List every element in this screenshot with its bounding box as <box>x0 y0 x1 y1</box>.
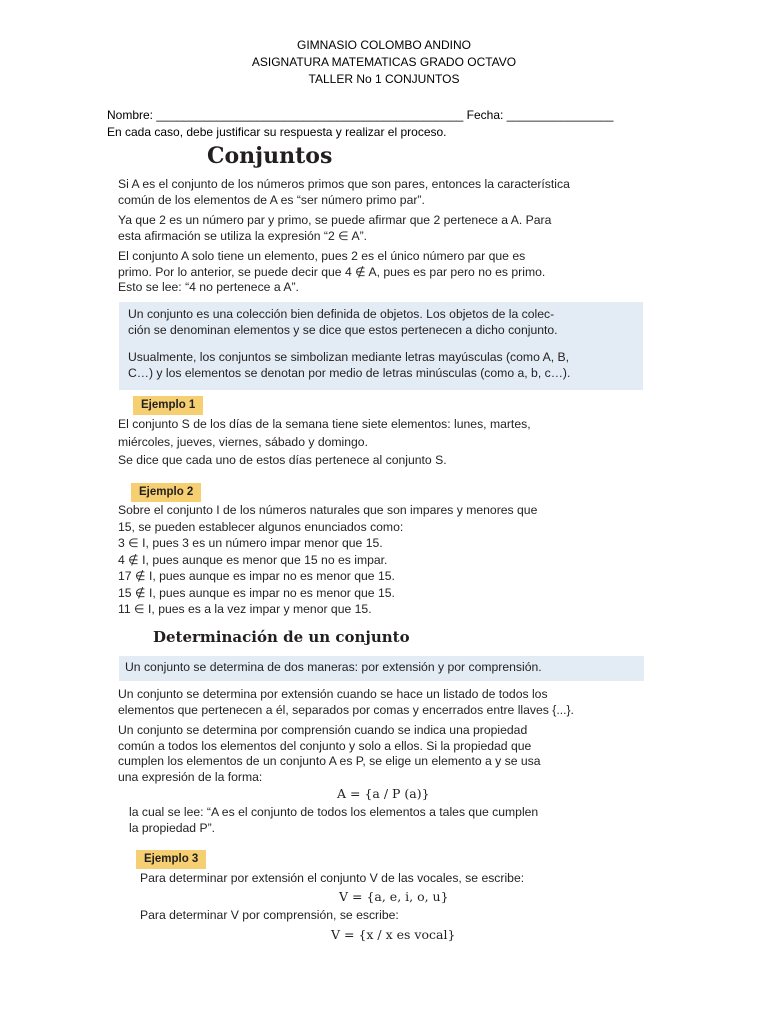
extension-formula: V = {a, e, i, o, u} <box>339 889 449 904</box>
text-line: ción se denominan elementos y se dice que estos pertenecen a dicho conjunto. <box>128 322 558 337</box>
extension-paragraph <box>118 687 646 718</box>
summary-text: Un conjunto se determina de dos maneras: por extensión y por comprensión. <box>125 660 542 674</box>
instruction-text: En cada caso, debe justificar su respuesta y realizar el proceso. <box>107 125 447 139</box>
text-line: Para determinar por extensión el conjunto V de las vocales, se escribe: <box>140 871 525 885</box>
text-line: Un conjunto se determina por comprensión cuando se indica una propiedad <box>118 723 528 737</box>
example-3-line-1 <box>140 871 668 887</box>
example-1-text <box>118 415 646 469</box>
school-name: GIMNASIO COLOMBO ANDINO <box>296 38 472 52</box>
text-line: Sobre el conjunto I de los números naturales que son impares y menores que <box>118 503 538 517</box>
text-line: cumplen los elementos de un conjunto A es P, se elige un elemento a y se usa <box>118 754 541 768</box>
example-3-line-2 <box>140 908 668 924</box>
example-1-label: Ejemplo 1 <box>133 396 203 415</box>
text-line: primo. Por lo anterior, se puede decir que 4 ∉ A, pues es par pero no es primo. <box>118 264 546 279</box>
text-line: Esto se lee: “4 no pertenece a A”. <box>118 280 299 294</box>
text-line: Para determinar V por comprensión, se escribe: <box>140 908 399 922</box>
paragraph-3 <box>118 249 646 296</box>
text-line: C…) y los elementos se denotan por medio de letras minúsculas (como a, b, c…). <box>128 365 571 380</box>
example-3-label: Ejemplo 3 <box>136 850 206 869</box>
paragraph-1 <box>118 177 646 208</box>
text-line: Un conjunto es una colección bien definida de objetos. Los objetos de la colec- <box>128 307 555 321</box>
text-line: la cual se lee: “A es el conjunto de todos los elementos a tales que cumplen <box>129 805 539 819</box>
text-line: Se dice que cada uno de estos días pertenece al conjunto S. <box>118 453 447 467</box>
text-line: 17 ∉ I, pues aunque es impar no es menor que 15. <box>118 569 395 583</box>
text-line: común de los elementos de A es “ser número primo par”. <box>118 192 425 207</box>
definition-paragraph-2 <box>128 350 638 381</box>
text-line: miércoles, jueves, viernes, sábado y domingo. <box>118 435 368 449</box>
summary-band <box>119 656 644 681</box>
text-line: Si A es el conjunto de los números primos que son pares, entonces la característica <box>118 177 570 191</box>
text-line: Un conjunto se determina por extensión cuando se hace un listado de todos los <box>118 687 548 701</box>
paragraph-2 <box>118 213 646 244</box>
text-line: 3 ∈ I, pues 3 es un número impar menor que 15. <box>118 536 383 550</box>
workshop-title: TALLER No 1 CONJUNTOS <box>308 72 460 86</box>
text-line: 15, se pueden establecer algunos enunciados como: <box>118 519 404 534</box>
example-2-label: Ejemplo 2 <box>131 483 201 502</box>
example-2-text <box>118 502 646 618</box>
text-line: 4 ∉ I, pues aunque es menor que 15 no es impar. <box>118 552 388 567</box>
text-line: El conjunto S de los días de la semana tiene siete elementos: lunes, martes, <box>118 417 531 431</box>
text-line: esta afirmación se utiliza la expresión “2 ∈ A”. <box>118 228 368 243</box>
definition-box <box>119 302 643 390</box>
text-line: una expresión de la forma: <box>118 769 263 784</box>
subject-line: ASIGNATURA MATEMATICAS GRADO OCTAVO <box>251 55 517 69</box>
text-line: la propiedad P”. <box>129 820 216 835</box>
comprehension-formula: V = {x / x es vocal} <box>331 927 456 942</box>
text-line: elementos que pertenecen a él, separados por comas y encerrados entre llaves {...}. <box>118 702 574 717</box>
set-builder-formula: A = {a / P (a)} <box>337 786 430 801</box>
comprehension-paragraph <box>118 723 646 785</box>
definition-paragraph-1 <box>128 307 638 338</box>
text-line: 15 ∉ I, pues aunque es impar no es menor que 15. <box>118 585 395 600</box>
text-line: Usualmente, los conjuntos se simbolizan mediante letras mayúsculas (como A, B, <box>128 350 569 364</box>
text-line: 11 ∈ I, pues es a la vez impar y menor que 15. <box>118 602 372 616</box>
text-line: Ya que 2 es un número par y primo, se puede afirmar que 2 pertenece a A. Para <box>118 213 552 227</box>
section-title-determinacion: Determinación de un conjunto <box>153 628 410 646</box>
formula-reading <box>129 805 657 836</box>
section-title-conjuntos: Conjuntos <box>207 143 333 169</box>
text-line: común a todos los elementos del conjunto y solo a ellos. Si la propiedad que <box>118 738 532 753</box>
name-date-field[interactable]: Nombre: ______________________________________________ Fecha: ________________ <box>107 108 614 122</box>
text-line: El conjunto A solo tiene un elemento, pues 2 es el único número par que es <box>118 249 526 263</box>
